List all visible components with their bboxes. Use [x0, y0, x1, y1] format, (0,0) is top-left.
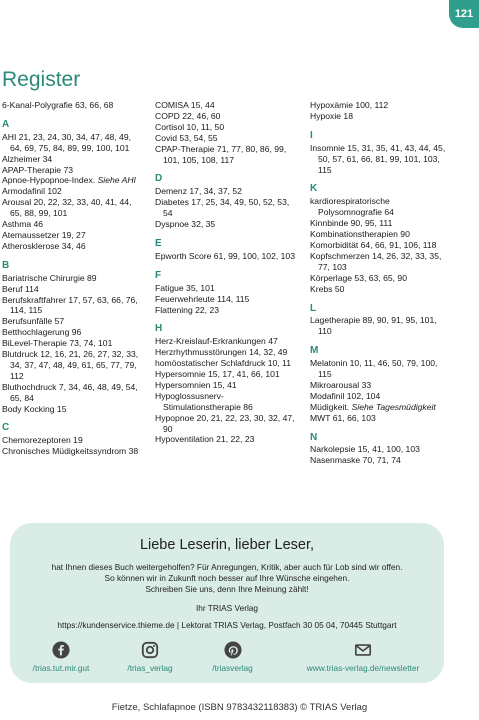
index-entry: Beruf 114 [2, 283, 39, 294]
index-entry: Berufsunfälle 57 [2, 316, 65, 327]
index-entry: Hypoglossusnerv-Stimulationstherapie 86 [155, 390, 253, 412]
index-entry: Herzrhythmusstörungen 14, 32, 49 [155, 347, 288, 358]
index-entry: Chemorezeptoren 19 [2, 435, 83, 446]
facebook-handle: /trias.tut.mir.gut [32, 663, 90, 673]
index-entry: Armodafinil 102 [2, 186, 62, 197]
index-entry: Berufskraftfahrer 17, 57, 63, 66, 76, 114, 115 [2, 294, 138, 316]
pinterest-handle: /triasverlag [212, 663, 253, 673]
index-entry: Fatigue 35, 101 [155, 282, 215, 293]
index-entry: Kopfschmerzen 14, 26, 32, 33, 35, 77, 103 [310, 250, 442, 272]
index-entry: Feuerwehrleute 114, 115 [155, 293, 250, 304]
index-entry: 6-Kanal-Polygrafie 63, 66, 68 [2, 100, 114, 110]
section-letter: K [310, 183, 318, 195]
mail-icon [354, 641, 372, 659]
index-entry: Flattening 22, 23 [155, 304, 220, 315]
newsletter-link[interactable] [288, 641, 438, 673]
index-entry: Körperlage 53, 63, 65, 90 [310, 272, 407, 283]
index-entry: Lagetherapie 89, 90, 91, 95, 101, 110 [310, 315, 437, 337]
section-letter: D [155, 173, 163, 185]
box-title: Liebe Leserin, lieber Leser, [139, 537, 315, 553]
index-column-3 [310, 100, 450, 466]
pinterest-icon [224, 641, 242, 659]
index-entry: Epworth Score 61, 99, 100, 102, 103 [155, 250, 295, 261]
index-entry: Blutdruck 12, 16, 21, 26, 27, 32, 33, 34, 37, 47, 48, 49, 61, 65, 77, 79, 112 [2, 349, 139, 381]
page-title: Register [2, 68, 81, 91]
section-letter: E [155, 237, 162, 249]
index-entry: Body Kocking 15 [2, 403, 67, 414]
index-entry: Chronisches Müdigkeitssyndrom 38 [2, 446, 139, 457]
index-entry: Narkolepsie 15, 41, 100, 103 [310, 444, 420, 455]
index-entry: Cortisol 10, 11, 50 [155, 121, 225, 132]
instagram-icon [141, 641, 159, 659]
index-entry: Alzheimer 34 [2, 153, 53, 164]
section-letter: F [155, 269, 162, 281]
footer-copyright: Fietze, Schlafapnoe (ISBN 9783432118383) © TRIAS Verlag [111, 702, 368, 713]
section-letter: M [310, 345, 319, 357]
index-entry: Hypopnoe 20, 21, 22, 23, 30, 32, 47, 90 [155, 412, 295, 434]
index-entry: Hypersomnien 15, 41 [155, 379, 237, 390]
index-entry: Atherosklerose 34, 46 [2, 240, 86, 251]
index-entry: Covid 53, 54, 55 [155, 132, 218, 143]
index-entry: Arousal 20, 22, 32, 33, 40, 41, 44, 65, 88, 99, 101 [2, 197, 132, 219]
section-letter: N [310, 431, 318, 443]
reader-feedback-box [10, 523, 444, 683]
index-entry: Nasenmaske 70, 71, 74 [310, 455, 401, 466]
index-entry: Kombinationstherapien 90 [310, 229, 410, 240]
index-entry-crossref [310, 402, 450, 413]
index-entry: Hypoventilation 21, 22, 23 [155, 434, 255, 445]
instagram-link[interactable] [110, 641, 190, 673]
box-signature: Ihr TRIAS Verlag [195, 603, 259, 613]
index-entry: Mikroarousal 33 [310, 379, 372, 390]
index-entry: Atemaussetzer 19, 27 [2, 229, 86, 240]
index-entry: Hypoxämie 100, 112 [310, 100, 389, 110]
facebook-icon [52, 641, 70, 659]
facebook-link[interactable] [16, 641, 106, 673]
newsletter-url: www.trias-verlag.de/newsletter [306, 663, 420, 673]
index-entry: COMISA 15, 44 [155, 100, 215, 110]
index-entry: Herz-Kreislauf-Erkrankungen 47 [155, 336, 278, 347]
index-entry-crossref [2, 175, 142, 186]
index-entry: MWT 61, 66, 103 [310, 412, 376, 423]
section-letter: C [2, 422, 10, 434]
index-entry: COPD 22, 46, 60 [155, 110, 221, 121]
index-entry: CPAP-Therapie 71, 77, 80, 86, 99, 101, 105, 108, 117 [155, 143, 287, 165]
index-entry: Kinnbinde 90, 95, 111 [310, 218, 393, 229]
box-line: Schreiben Sie uns, denn Ihre Meinung zählt! [145, 584, 309, 594]
index-entry: Insomnie 15, 31, 35, 41, 43, 44, 45, 50, 57, 61, 66, 81, 99, 101, 103, 115 [310, 142, 446, 175]
index-entry: Dyspnoe 32, 35 [155, 219, 216, 230]
index-entry: Betthochlagerung 96 [2, 327, 82, 338]
box-text [10, 562, 444, 595]
index-entry: Bariatrische Chirurgie 89 [2, 272, 97, 283]
index-entry: BiLevel-Therapie 73, 74, 101 [2, 338, 113, 349]
section-letter: L [310, 302, 317, 314]
index-entry: Demenz 17, 34, 37, 52 [155, 186, 242, 197]
index-entry: Modafinil 102, 104 [310, 390, 381, 401]
box-line: hat Ihnen dieses Buch weitergeholfen? Für Anregungen, Kritik, aber auch für Lob sind wir offen. [51, 562, 403, 572]
index-entry: Asthma 46 [2, 219, 44, 230]
instagram-handle: /trias_verlag [127, 663, 173, 673]
section-letter: B [2, 259, 10, 271]
section-letter: I [310, 129, 313, 141]
index-entry: APAP-Therapie 73 [2, 164, 74, 175]
index-entry: Melatonin 10, 11, 46, 50, 79, 100, 115 [310, 358, 438, 380]
page-number: 121 [449, 0, 479, 28]
box-line: So können wir in Zukunft noch besser auf Ihre Wünsche eingehen. [104, 573, 350, 583]
index-entry: Hypoxie 18 [310, 110, 353, 121]
section-letter: H [155, 323, 163, 335]
index-entry: Bluthochdruck 7, 34, 46, 48, 49, 54, 65, 84 [2, 381, 138, 403]
section-letter: A [2, 118, 10, 130]
crossref-term: Müdigkeit. [310, 401, 350, 412]
index-entry: Krebs 50 [310, 283, 345, 294]
crossref-term: Apnoe-Hypopnoe-Index. [2, 175, 96, 186]
crossref-see: Siehe AHI [97, 175, 136, 186]
crossref-see: Siehe Tagesmüdigkeit [351, 401, 436, 412]
index-column-2 [155, 100, 295, 445]
index-entry: AHI 21, 23, 24, 30, 34, 47, 48, 49, 64, 69, 75, 84, 89, 99, 100, 101 [2, 131, 131, 153]
index-entry: Komorbidität 64, 66, 91, 106, 118 [310, 239, 437, 250]
pinterest-link[interactable] [195, 641, 270, 673]
box-address[interactable]: https://kundenservice.thieme.de | Lektorat TRIAS Verlag, Postfach 30 05 04, 70445 Stuttgart [57, 620, 397, 630]
index-entry: Hypersomnie 15, 17, 41, 66, 101 [155, 369, 280, 380]
index-entry: Diabetes 17, 25, 34, 49, 50, 52, 53, 54 [155, 197, 290, 219]
index-entry: kardiorespiratorische Polysomnografie 64 [310, 196, 394, 218]
index-column-1 [2, 100, 142, 457]
index-entry: homöostatischer Schlafdruck 10, 11 [155, 358, 291, 369]
